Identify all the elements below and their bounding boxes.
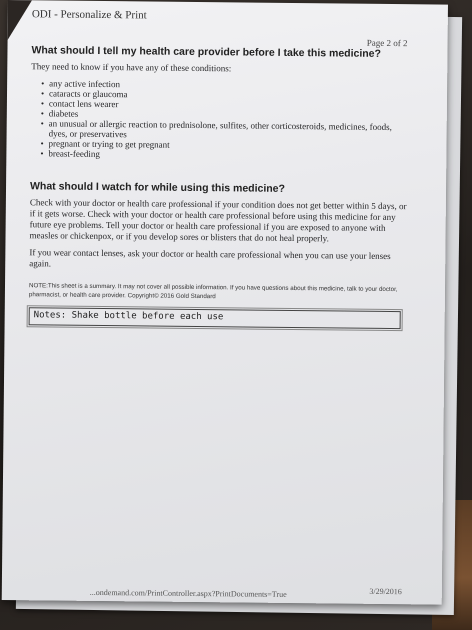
section2-heading: What should I watch for while using this medicine? — [29, 180, 286, 195]
list-item: • any active infection — [41, 78, 411, 92]
folded-corner — [8, 0, 32, 40]
list-item: • contact lens wearer — [41, 98, 411, 112]
section2-paragraph-2: If you wear contact lenses, ask your doctor or health care professional when you can use your lenses again. — [29, 247, 391, 269]
section2-paragraph-1: Check with your doctor or health care professional if your condition does not get better within 5 days, or if it gets worse. Check with your doctor or health care professional before using this medicine for any future eye problems. Tell your doctor or health care professional if you are exposed to anyone with measles or chickenpox, or if you develop sores or blisters that do not heal properly. — [29, 197, 407, 244]
document-page — [2, 0, 448, 605]
section1-intro: They need to know if you have any of these conditions: — [31, 61, 232, 74]
list-item: • diabetes — [41, 108, 411, 122]
summary-note: NOTE:This sheet is a summary. It may not cover all possible information. If you have questions about this medicine, talk to your doctor, pharmacist, or health care provider. Copyright© 2016 Gold Standard — [28, 282, 398, 301]
list-item: • cataracts or glaucoma — [41, 88, 411, 102]
notes-box: Notes: Shake bottle before each use — [29, 307, 401, 329]
list-item: • pregnant or trying to get pregnant — [40, 138, 410, 152]
header-title: ODI - Personalize & Print — [31, 8, 147, 22]
footer-url: ...ondemand.com/PrintController.aspx?PrintDocuments=True — [89, 587, 287, 599]
footer-date: 3/29/2016 — [369, 586, 402, 597]
list-item: • an unusual or allergic reaction to prednisolone, sulfites, other corticosteroids, medicines, foods, dyes, or preservatives — [41, 118, 411, 142]
section1-heading: What should I tell my health care provider before I take this medicine? — [31, 44, 382, 60]
conditions-list — [30, 78, 411, 162]
document-content — [29, 44, 412, 329]
list-item: • breast-feeding — [40, 148, 410, 162]
page-number: Page 2 of 2 — [366, 37, 408, 49]
